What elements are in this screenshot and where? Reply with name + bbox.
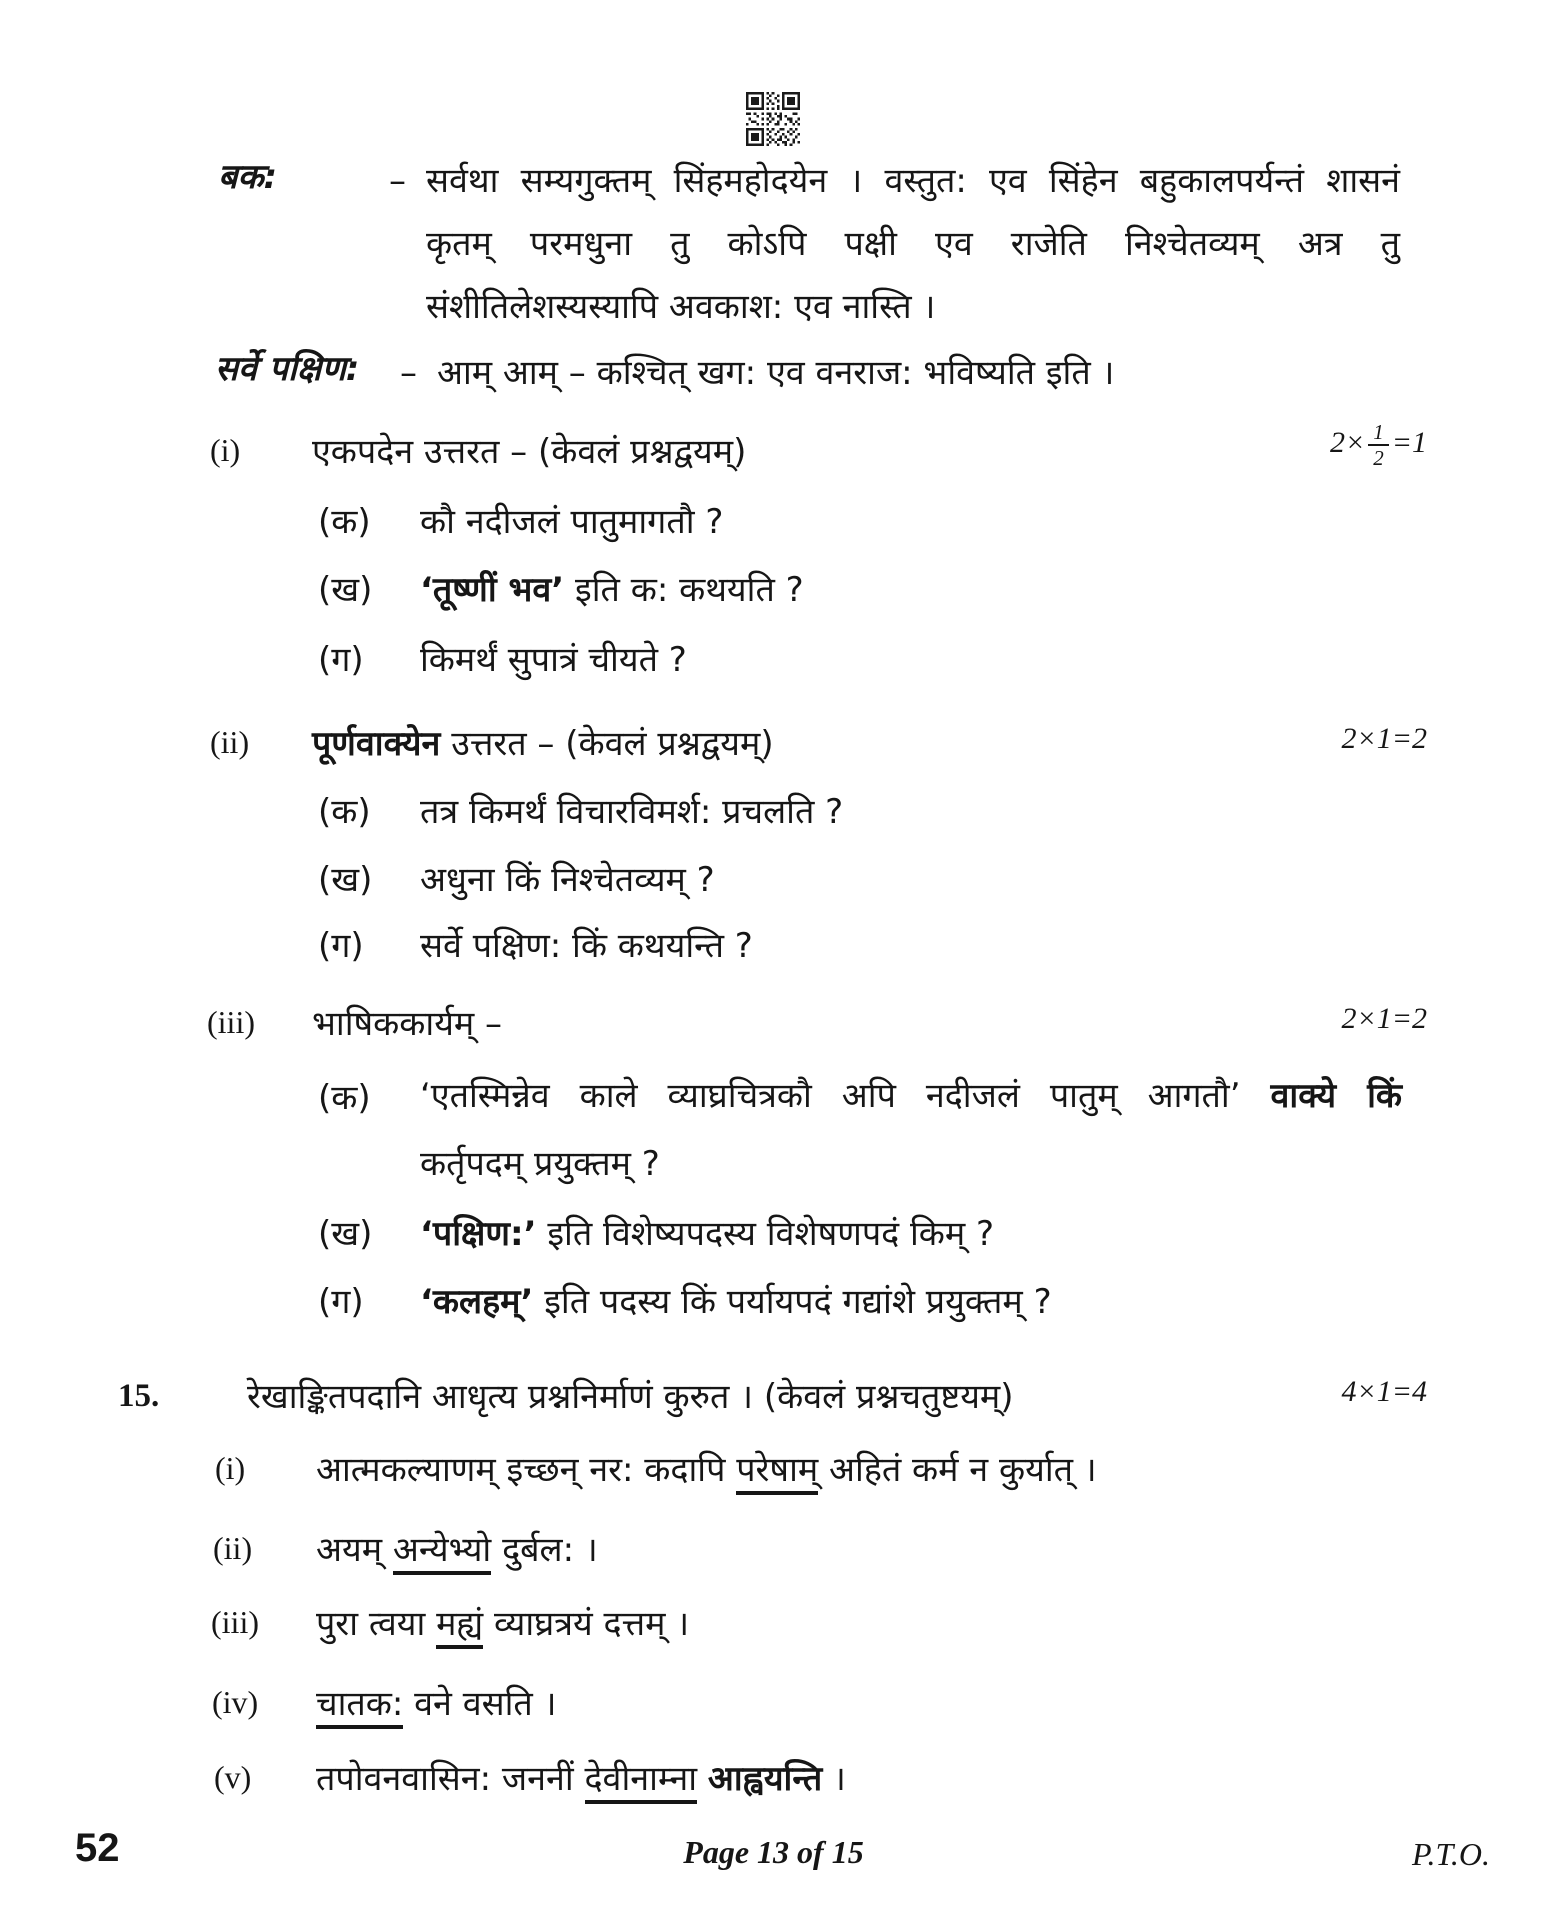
quoted-sentence: ‘एतस्मिन्नेव काले व्याघ्रचित्रकौ अपि नदीजलं पातुम् आगतौ’ [420,1076,1241,1116]
underlined-word: अन्येभ्यो [393,1530,491,1575]
sub-question-rest: इति विशेष्यपदस्य विशेषणपदं किम् ? [547,1214,995,1254]
sub-question-rest: इति पदस्य किं पर्यायपदं गद्यांशे प्रयुक्तम् ? [544,1282,1052,1322]
question-number-i: (i) [210,432,241,468]
item-label: (iii) [211,1604,259,1640]
sub-question-text: सर्वे पक्षिण: किं कथयन्ति ? [420,926,753,966]
sub-question-text: अधुना किं निश्चेतव्यम् ? [420,860,715,900]
speaker-label-baka: बक: [218,157,278,197]
item-suffix: वने वसति । [414,1684,557,1724]
quoted-word: ‘पक्षिण:’ [420,1214,537,1254]
dialogue-line: सर्वथा सम्यगुक्तम् सिंहमहोदयेन । वस्तुत: एव सिंहेन बहुकालपर्यन्तं शासनं [426,161,1400,201]
item-label: (iv) [212,1684,259,1720]
speaker-label-sarve-pakshinah: सर्वे पक्षिण: [215,349,360,389]
item-prefix: अयम् [316,1530,383,1570]
item-prefix: पुरा त्वया [316,1604,426,1644]
question-number-iii: (iii) [207,1004,255,1040]
bold-phrase: वाक्ये किं [1270,1076,1403,1116]
quoted-word: ‘कलहम्’ [420,1282,534,1322]
marks-ii: 2×1=2 [1341,722,1427,755]
marks-suffix: =1 [1391,426,1427,460]
underlined-word: मह्यं [436,1604,483,1649]
item-text [316,1602,689,1648]
sub-question-label: (ख) [318,860,373,900]
sub-question-text: कौ नदीजलं पातुमागतौ ? [420,502,724,542]
dialogue-dash: – [389,161,406,201]
paper-code: 52 [75,1826,120,1870]
qr-code [746,92,800,146]
question-number-ii: (ii) [210,724,250,760]
item-suffix: व्याघ्रत्रयं दत्तम् । [494,1604,690,1644]
question-heading-15: रेखाङ्कितपदानि आधृत्य प्रश्ननिर्माणं कुरुत । (केवलं प्रश्नचतुष्टयम्) [247,1377,1014,1417]
item-text [316,1448,1097,1494]
sub-question-text: किमर्थं सुपात्रं चीयते ? [420,640,687,680]
question-heading-iii: भाषिककार्यम् – [312,1004,503,1044]
dialogue-sarve-text [400,342,1400,405]
dialogue-dash: – [400,353,417,393]
dialogue-baka-text [389,150,1400,339]
quoted-word: ‘तूष्णीं भव’ [420,570,565,610]
item-text [316,1682,557,1728]
dialogue-line: कृतम् परमधुना तु कोऽपि पक्षी एव राजेति निश्चेतव्यम् अत्र तु [426,224,1400,264]
sub-question-label: (ख) [318,570,373,610]
underlined-word: देवीनाम्ना [585,1759,698,1804]
item-suffix: अहितं कर्म न कुर्यात् । [829,1450,1097,1490]
item-label: (v) [214,1759,252,1795]
page-indicator: Page 13 of 15 [683,1834,864,1870]
underlined-word: चातक: [316,1684,403,1729]
item-prefix: आत्मकल्याणम् इच्छन् नर: कदापि [316,1450,726,1490]
sub-question-label: (ग) [318,1282,364,1322]
sub-question-text [420,1280,1052,1326]
sub-question-label: (क) [318,792,371,832]
item-suffix: । [833,1759,846,1799]
fraction-numerator: 1 [1368,420,1389,446]
sub-question-text [420,1212,994,1258]
item-label: (ii) [213,1530,253,1566]
sub-question-rest: इति क: कथयति ? [575,570,804,610]
sub-question-line2: कर्तृपदम् प्रयुक्तम् ? [420,1144,660,1184]
marks-iii: 2×1=2 [1341,1002,1427,1035]
item-suffix: दुर्बल: । [502,1530,598,1570]
question-number-15: 15. [118,1378,160,1414]
sub-question-text: तत्र किमर्थं विचारविमर्श: प्रचलति ? [420,792,844,832]
marks-15: 4×1=4 [1341,1375,1427,1408]
underlined-word: परेषाम् [736,1450,818,1495]
item-text [316,1757,846,1803]
item-text [316,1528,598,1574]
sub-question-label: (ख) [318,1214,373,1254]
heading-rest: उत्तरत – (केवलं प्रश्नद्वयम्) [451,724,774,764]
sub-question-label: (ग) [318,926,364,966]
item-prefix: तपोवनवासिन: जननीं [316,1759,574,1799]
sub-question-text [420,1062,1402,1198]
question-heading-ii [312,722,774,768]
marks-i [1330,420,1427,470]
bold-word: आह्वयन्ति [707,1759,823,1799]
dialogue-line: आम् आम् – कश्चित् खग: एव वनराज: भविष्यति इति । [437,353,1115,393]
sub-question-text [420,568,804,614]
question-heading-i: एकपदेन उत्तरत – (केवलं प्रश्नद्वयम्) [312,432,747,472]
fraction-denominator: 2 [1373,446,1384,471]
sub-question-label: (क) [318,502,371,542]
marks-prefix: 2× [1330,426,1366,460]
marks-fraction [1368,420,1389,470]
item-label: (i) [215,1450,246,1486]
dialogue-line: संशीतिलेशस्यस्यापि अवकाश: एव नास्ति । [426,287,936,327]
sub-question-label: (ग) [318,640,364,680]
pto-label: P.T.O. [1412,1836,1490,1872]
sub-question-label: (क) [318,1078,371,1118]
heading-keyword: पूर्णवाक्येन [312,724,441,764]
